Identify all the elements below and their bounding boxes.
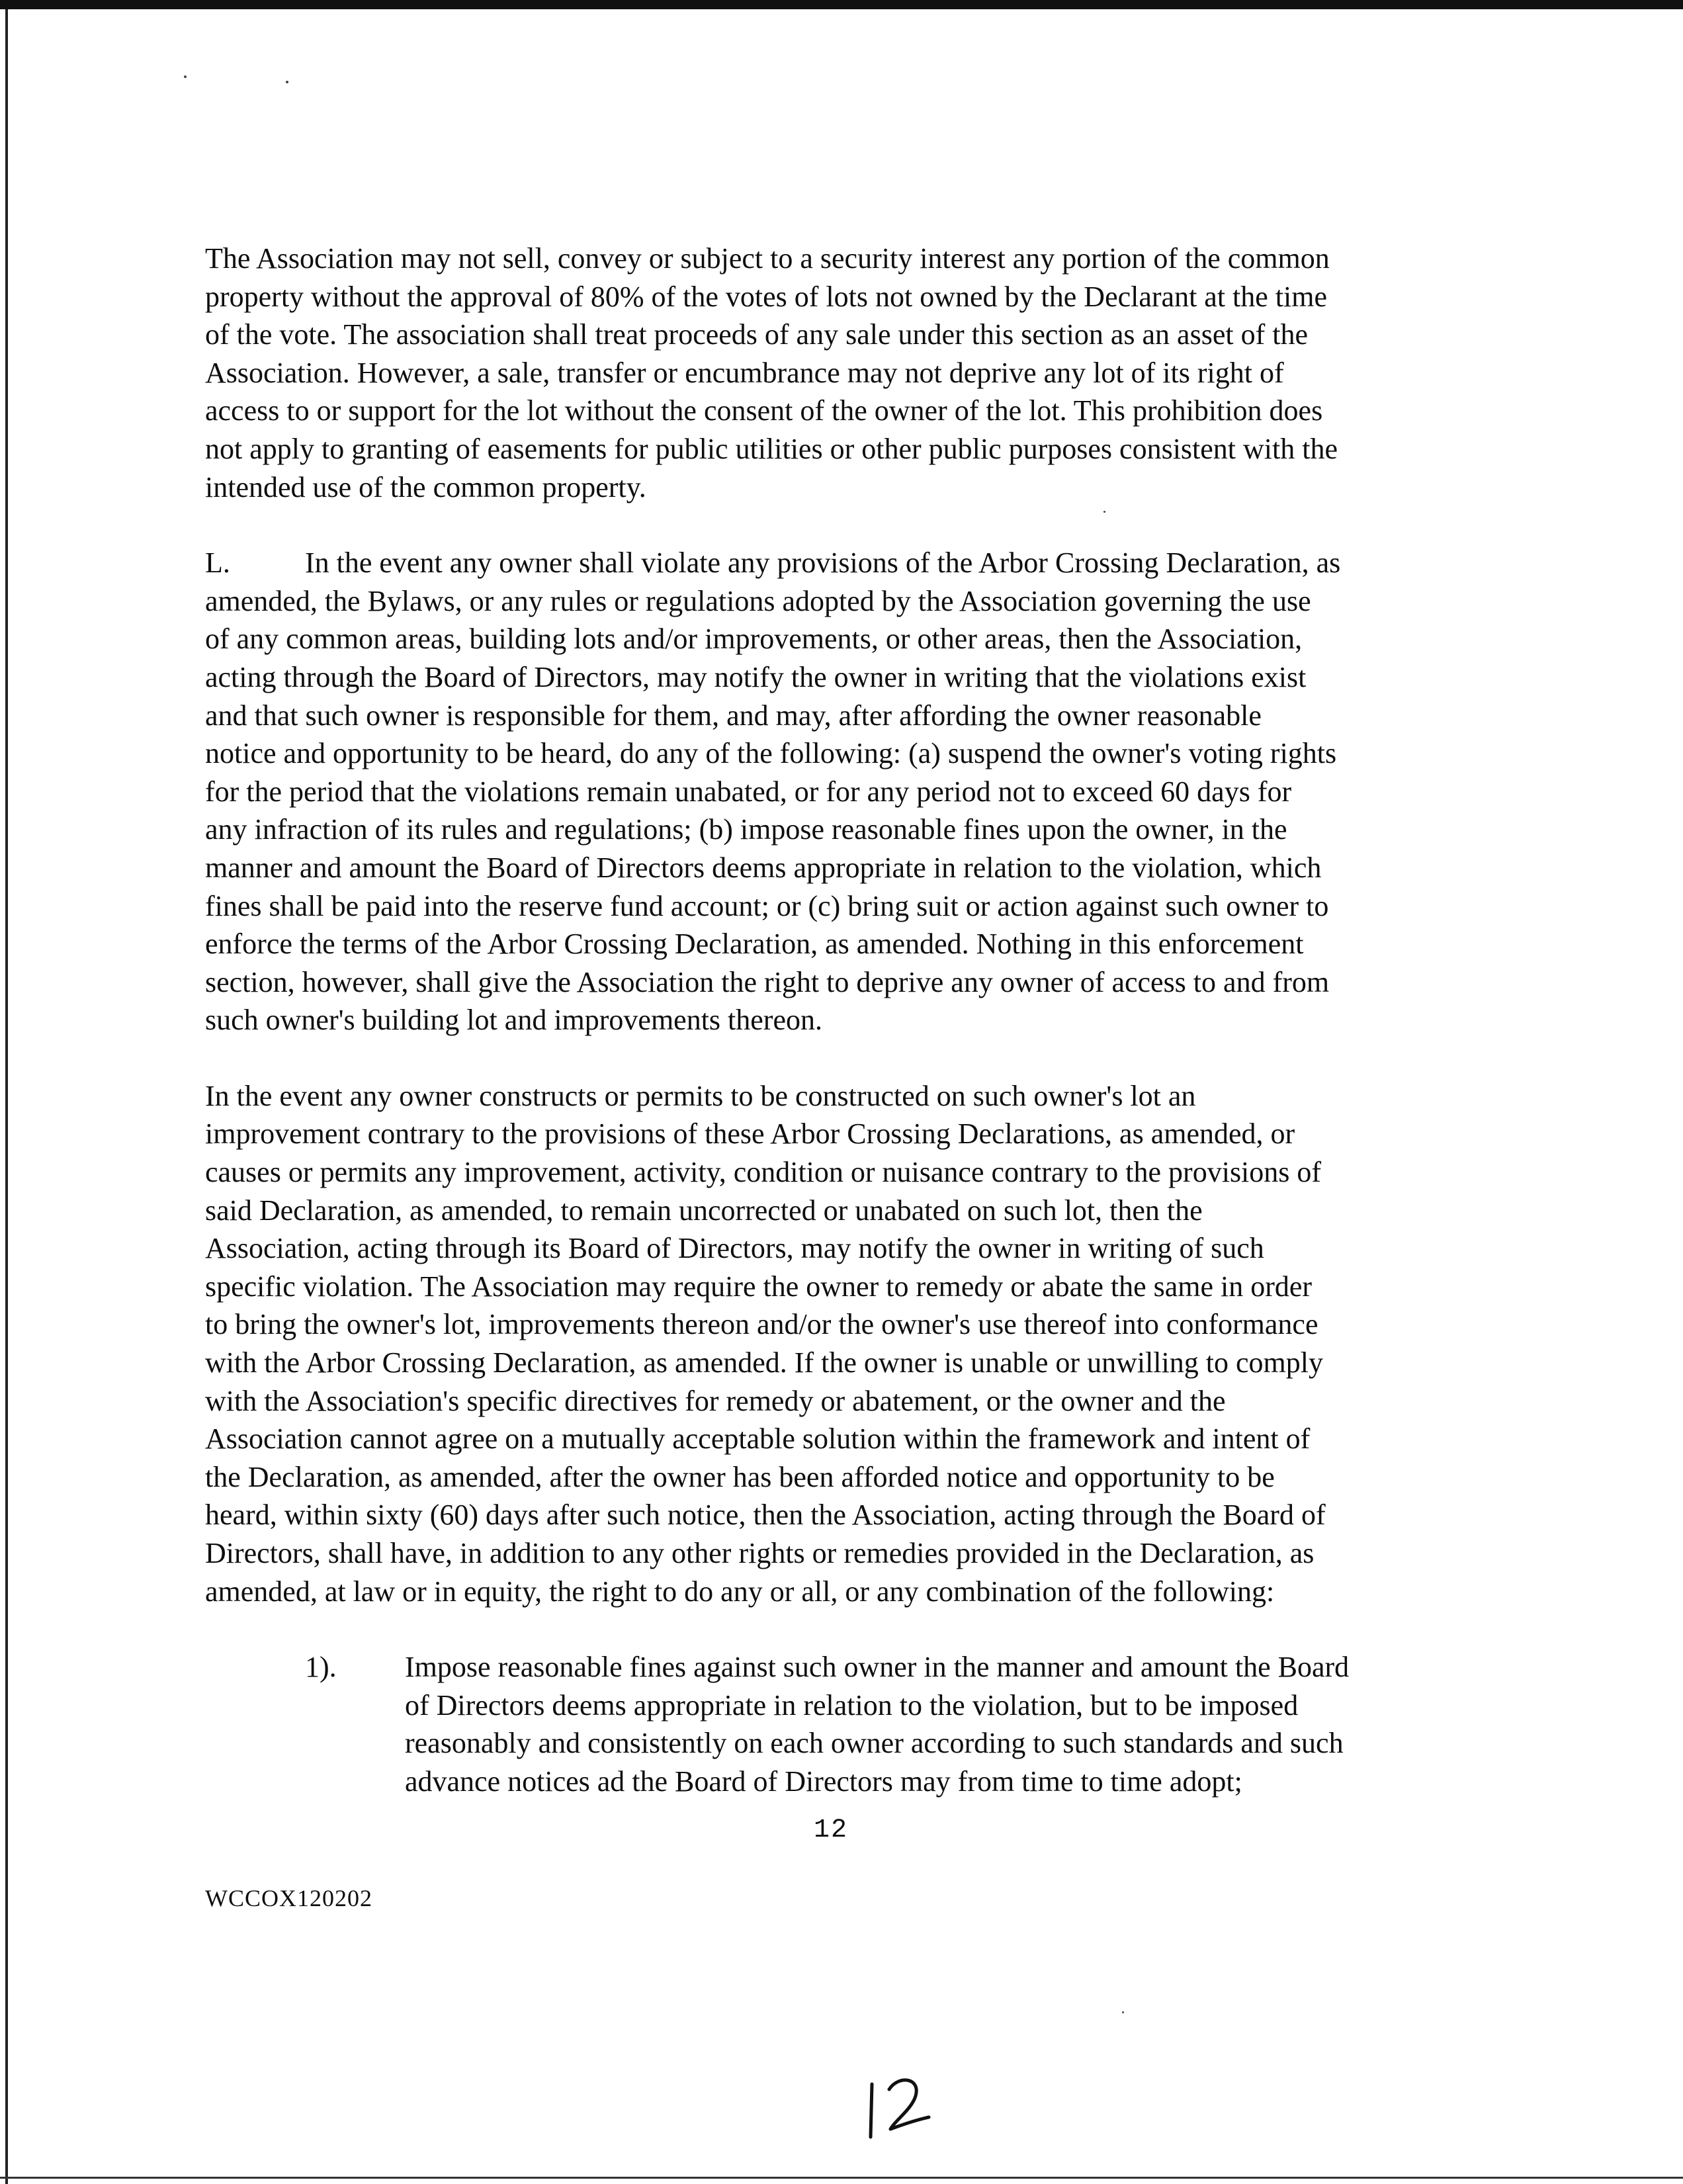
scan-speck — [1122, 2011, 1124, 2013]
scan-border-left — [5, 9, 8, 2184]
paragraph-owner-constructs: In the event any owner constructs or permits to be constructed on such owner's lot an improvement contrary to the provisions of these Arbor Crossing Declarations, as amended, or causes or permits any improvement, activity, condition or nuisance contrary to the provisions of said Declaration, as amended, to remain uncorrected or unabated on such lot, then the Association, acting through its Board of Directors, may notify the owner in writing of such specific violation. The Association may require the owner to remedy or abate the same in order to bring the owner's lot, improvements thereon and/or the owner's use thereof into conformance with the Arbor Crossing Declaration, as amended. If the owner is unable or unwilling to comply with the Association's specific directives for remedy or abatement, or the owner and the Association cannot agree on a mutually acceptable solution within the framework and intent of the Declaration, as amended, after the owner has been afforded notice and opportunity to be heard, within sixty (60) days after such notice, then the Association, acting through the Board of Directors, shall have, in addition to any other rights or remedies provided in the Declaration, as amended, at law or in equity, the right to do any or all, or any combination of the following: — [205, 1079, 1326, 1608]
section-l-text: In the event any owner shall violate any provisions of the Arbor Crossing Declaration, as amended, the Bylaws, or any rules or regulations adopted by the Association governing the use of any common areas, building lots and/or improvements, or other areas, then the Association, acting through the Board of Directors, may notify the owner in writing that the violations exist and that such owner is responsible for them, and may, after affording the owner reasonable notice and opportunity to be heard, do any of the following: (a) suspend the owner's voting rights for the period that the violations remain unabated, or for any period not to exceed 60 days for any infraction of its rules and regulations; (b) impose reasonable fines upon the owner, in the manner and amount the Board of Directors deems appropriate in relation to the violation, which fines shall be paid into the reserve fund account; or (c) bring suit or action against such owner to enforce the terms of the Arbor Crossing Declaration, as amended. Nothing in this enforcement section, however, shall give the Association the right to deprive any owner of access to and from such owner's building lot and improvements thereon. — [205, 546, 1341, 1037]
list-item — [205, 1648, 1495, 1800]
list-item-marker: 1). — [305, 1651, 337, 1684]
page-number: 12 — [814, 1815, 849, 1845]
paragraph-common-property: The Association may not sell, convey or subject to a security interest any portion of the common property without the approval of 80% of the votes of lots not owned by the Declarant at the time of the vote. The association shall treat proceeds of any sale under this section as an asset of the Association. However, a sale, transfer or encumbrance may not deprive any lot of its right of access to or support for the lot without the consent of the owner of the lot. This prohibition does not apply to granting of easements for public utilities or other public purposes consistent with the intended use of the common property. — [205, 242, 1338, 503]
handwritten-page-number — [860, 2071, 939, 2144]
scan-border-top — [0, 0, 1683, 9]
scan-border-bottom — [0, 2177, 1683, 2179]
section-l-label: L. — [205, 546, 230, 580]
scan-speck — [184, 75, 187, 78]
document-code: WCCOX120202 — [205, 1885, 372, 1911]
scan-speck — [286, 81, 288, 83]
list-item-text: Impose reasonable fines against such owner in the manner and amount the Board of Directors deems appropriate in relation to the violation, but to be imposed reasonably and consistently on each owner according to such standards and such advance notices ad the Board of Directors may from time to time adopt; — [405, 1651, 1350, 1798]
section-l — [205, 544, 1495, 1039]
document-page — [205, 240, 1495, 1801]
